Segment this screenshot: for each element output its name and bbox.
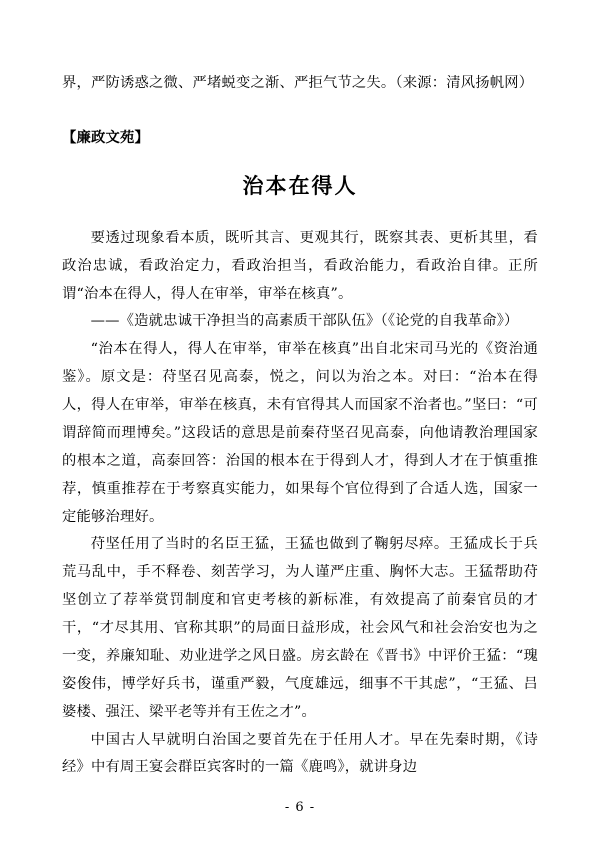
paragraph-3: “治本在得人，得人在审举，审举在核真”出自北宋司马光的《资治通鉴》。原文是：苻坚召见高泰，悦之，问以为治之本。对曰：“治本在得人，得人在审举，审举在核真，未有官得其人而国家不治者也。”坚曰：“可谓辞简而理博矣。”这段话的意思是前秦苻坚召见高泰，向他请教治理国家的根本之道，高泰回答：治国的根本在于得到人才，得到人才在于慎重推荐，慎重推荐在于考察真实能力，如果每个官位得到了合适人选，国家一定能够治理好。 (62, 341, 538, 525)
spacer (62, 153, 538, 165)
document-body (62, 70, 538, 782)
spacer (62, 207, 538, 225)
article-title: 治本在得人 (242, 172, 358, 198)
paragraph-1: 要透过现象看本质，既听其言、更观其行，既察其表、更析其里，看政治忠诚，看政治定力，看政治担当，看政治能力，看政治自律。正所谓“治本在得人，得人在审举，审举在核真”。 (62, 229, 538, 302)
section-heading-tag: 【廉政文苑】 (62, 129, 149, 146)
paragraph-5: 中国古人早就明白治国之要首先在于任用人才。早在先秦时期，《诗经》中有周王宴会群臣宾客时的一篇《鹿鸣》，就讲身边 (62, 731, 538, 776)
paragraph-4: 苻坚任用了当时的名臣王猛，王猛也做到了鞠躬尽瘁。王猛成长于兵荒马乱中，手不释卷、刻苦学习，为人谨严庄重、胸怀大志。王猛帮助苻坚创立了荐举赏罚制度和官吏考核的新标准，有效提高了前秦官员的才干，“才尽其用、官称其职”的局面日益形成，社会风气和社会治安也为之一变，养廉知耻、劝业进学之风日盛。房玄龄在《晋书》中评价王猛：“瑰姿俊伟，博学好兵书，谨重严毅，气度雄远，细事不干其虑”，“王猛、吕婆楼、强汪、梁平老等并有王佐之才”。 (62, 536, 538, 720)
paragraph-2-citation: ——《造就忠诚干净担当的高素质干部队伍》（《论党的自我革命》） (90, 313, 519, 330)
spacer (62, 98, 538, 125)
page-number: - 6 - (284, 800, 316, 815)
paragraph-continued-top: 界，严防诱惑之微、严堵蜕变之渐、严拒气节之失。（来源：清风扬帆网） (62, 75, 534, 91)
